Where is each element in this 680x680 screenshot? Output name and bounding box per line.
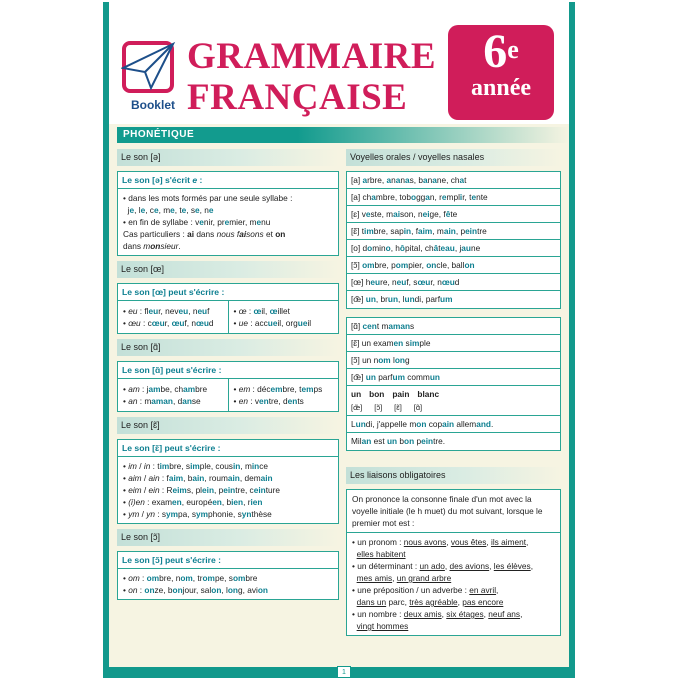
subsection-title: Voyelles orales / voyelles nasales xyxy=(346,149,561,166)
rule-box: Le son [ə] s'écrit e : • dans les mots formés par une seule syllabe : je, le, ce, me, te, se, ne • en fin de syllabe : venir, premier, menu Cas particuliers : ai dans nous faisons et on dans monsieur. xyxy=(117,171,339,256)
grade-badge: 6e année xyxy=(448,25,554,120)
nasal-vowels-table: [ɑ̃] cent mamans [ɛ̃] un examen simple [ɔ̃] un nom long [œ̃] un parfum commun un bon pain blanc [œ̃] [ɔ̃] [ɛ̃] [ɑ̃] Lundi, j'appelle mon copain allemand. Milan est un bon peintre. xyxy=(346,317,561,451)
rule-box: Le son [ɑ̃] peut s'écrire : • am : jambe, chambre • an : maman, danse • em : décembre, temps • en : ventre, dents xyxy=(117,361,339,412)
page-header xyxy=(109,2,569,124)
subsection-title: Les liaisons obligatoires xyxy=(346,467,561,484)
section-heading: PHONÉTIQUE xyxy=(117,127,569,143)
page-title: GRAMMAIRE FRANÇAISE xyxy=(187,36,437,118)
oral-vowels-table: [a] arbre, ananas, banane, chat [a] chambre, toboggan, remplir, tente [ɛ] veste, maison, neige, fête [ɛ̃] timbre, sapin, faim, main, peintre [o] domino, hôpital, château, jaune [ɔ̃] ombre, pompier, oncle, ballon [œ] heure, neuf, sœur, nœud [œ̃] un, brun, lundi, parfum xyxy=(346,171,561,309)
page-footer xyxy=(109,667,569,678)
rule-box: Le son [ɔ̃] peut s'écrire : • om : ombre, nom, trompe, sombre • on : onze, bonjour, salon, long, avion xyxy=(117,551,339,600)
subsection-title: Le son [ə] xyxy=(117,149,339,166)
subsection-title: Le son [œ] xyxy=(117,261,339,278)
rule-box: Le son [ɛ̃] peut s'écrire : • im / in : timbre, simple, cousin, mince • aim / ain : faim, bain, roumain, demain • eim / ein : Reims, plein, peintre, ceinture • (i)en : examen, européen, bien, rien • ym / yn : sympa, symphonie, synthèse xyxy=(117,439,339,524)
rule-box: Le son [œ] peut s'écrire : • eu : fleur, neveu, neuf • œu : cœur, œuf, nœud • œ : œil, œillet • ue : accueil, orgueil xyxy=(117,283,339,334)
left-column xyxy=(117,149,339,600)
subsection-title: Le son [ɔ̃] xyxy=(117,529,339,546)
booklet-logo xyxy=(119,40,179,112)
paper-plane-icon xyxy=(121,40,177,96)
page-number: 1 xyxy=(337,666,351,678)
subsection-title: Le son [ɛ̃] xyxy=(117,417,339,434)
liaisons-box: On prononce la consonne finale d'un mot avec la voyelle initiale (le h muet) du mot suivant, lorsque le premier mot est : • un pronom : nous avons, vous êtes, ils aiment, elles habitent • un déterminant : un ado, des avions, les élèves, mes amis, un grand arbre • une préposition / un adverbe : en avril, dans un parc, très agréable, pas encore • un nombre : deux amis, six étages, neuf ans, vingt hommes xyxy=(346,489,561,636)
brand-name: Booklet xyxy=(130,98,175,112)
booklet-page xyxy=(103,2,575,678)
subsection-title: Le son [ɑ̃] xyxy=(117,339,339,356)
right-column xyxy=(346,149,561,636)
